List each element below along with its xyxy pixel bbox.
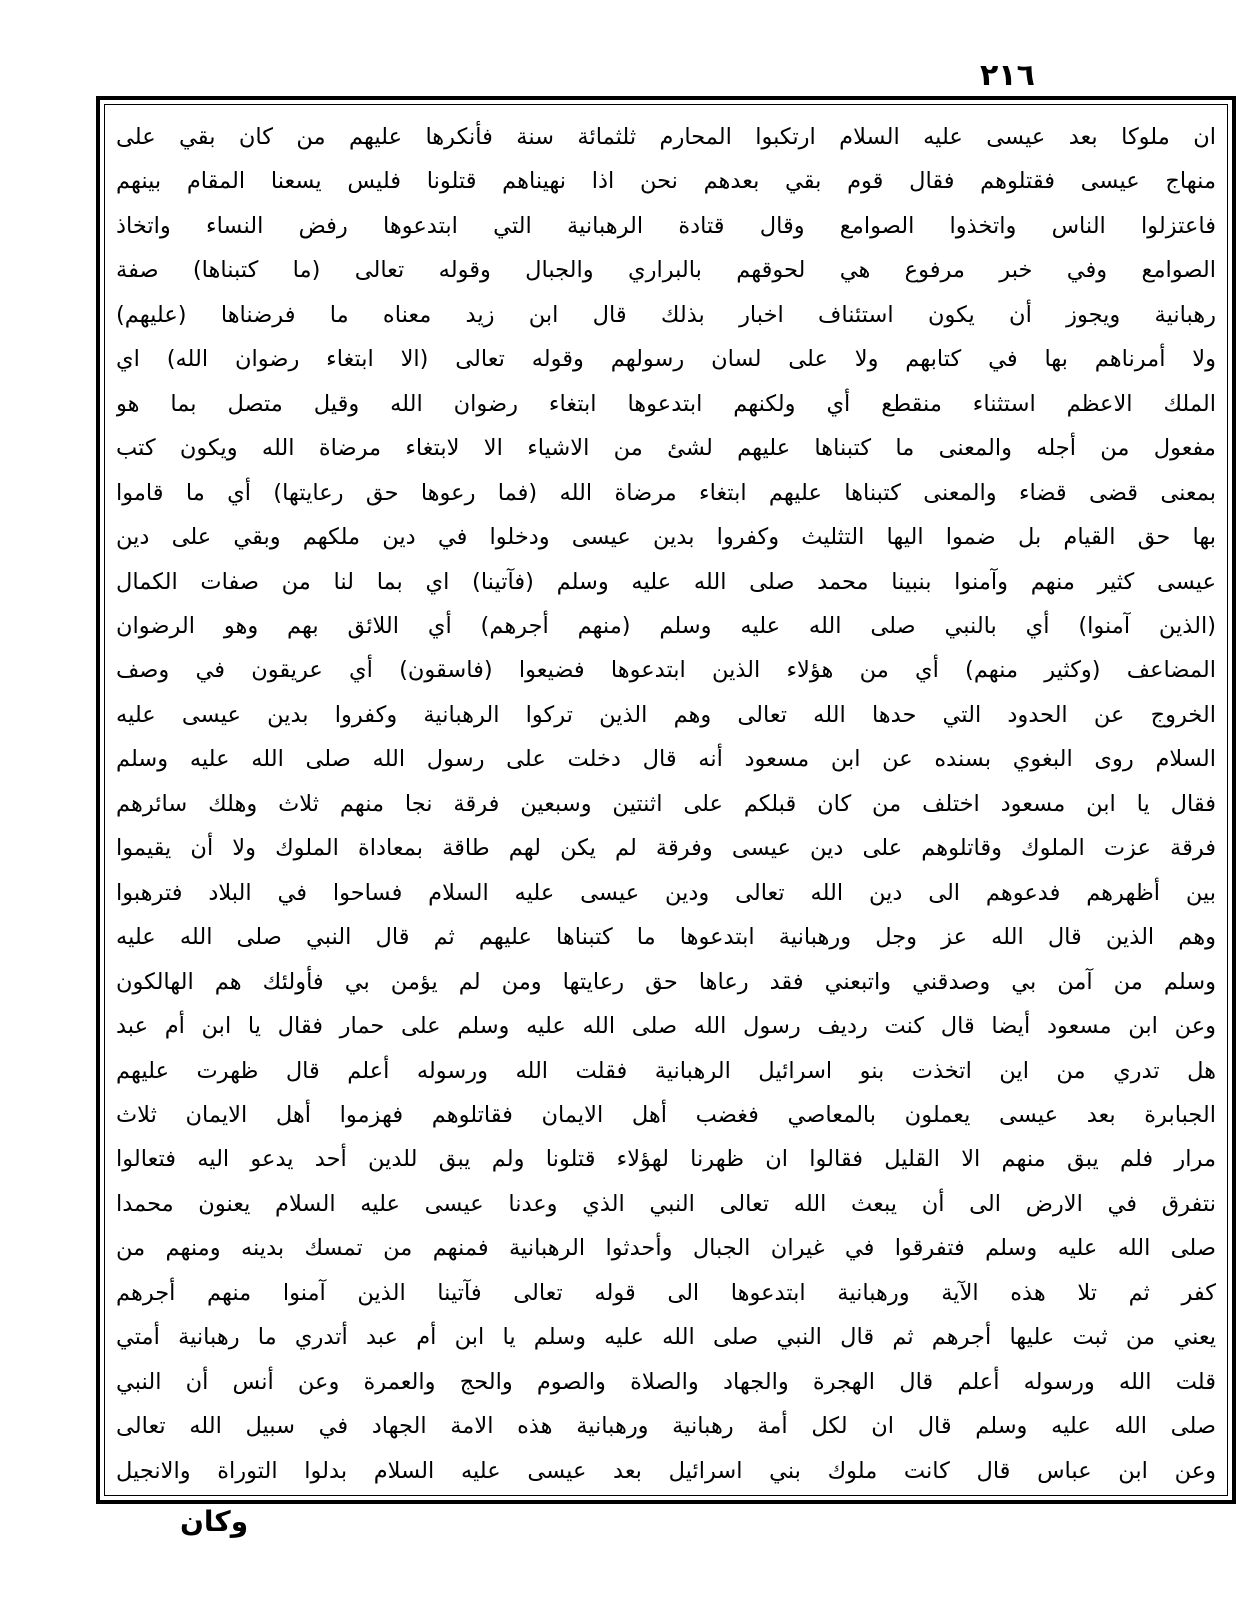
text-line: الجبابرة بعد عيسى يعملون بالمعاصي فغضب أهل الايمان فقاتلوهم فهزموا أهل الايمان ثلاث — [116, 1101, 1216, 1128]
text-line: بين أظهرهم فدعوهم الى دين الله تعالى ودين عيسى عليه السلام فساحوا في البلاد فترهبوا — [116, 879, 1216, 906]
text-line: ولا أمرناهم بها في كتابهم ولا على لسان رسولهم وقوله تعالى (الا ابتغاء رضوان الله) اي — [116, 346, 1216, 373]
text-line: مرار فلم يبق منهم الا القليل فقالوا ان ظهرنا لهؤلاء قتلونا ولم يبق للدين أحد يدعو اليه فتعالوا — [116, 1146, 1216, 1173]
text-line: عيسى كثير منهم وآمنوا بنبينا محمد صلى الله عليه وسلم (فآتينا) اي بما لنا من صفات الكمال — [116, 568, 1216, 595]
text-line: يعني من ثبت عليها أجرهم ثم قال النبي صلى الله عليه وسلم يا ابن أم عبد أتدري ما رهبانية أمتي — [116, 1324, 1216, 1351]
text-line: منهاج عيسى فقتلوهم فقال قوم بقي بعدهم نحن اذا نهيناهم قتلونا فليس يسعنا المقام بينهم — [116, 168, 1216, 195]
text-line: الصوامع وفي خبر مرفوع هي لحوقهم بالبراري والجبال وقوله تعالى (ما كتبناها) صفة — [116, 257, 1216, 284]
text-line: مفعول من أجله والمعنى ما كتبناها عليهم لشئ من الاشياء الا لابتغاء مرضاة الله ويكون كتب — [116, 435, 1216, 462]
text-line: صلى الله عليه وسلم فتفرقوا في غيران الجبال وأحدثوا الرهبانية فمنهم من تمسك بدينه ومنهم من — [116, 1235, 1216, 1262]
text-line: فاعتزلوا الناس واتخذوا الصوامع وقال قتادة الرهبانية التي ابتدعوها رفض النساء واتخاذ — [116, 212, 1216, 239]
text-line: قلت الله ورسوله أعلم قال الهجرة والجهاد والصلاة والصوم والحج والعمرة وعن أنس أن النبي — [116, 1368, 1216, 1395]
text-line: المضاعف (وكثير منهم) أي من هؤلاء الذين ابتدعوها فضيعوا (فاسقون) أي عريقون في وصف — [116, 657, 1216, 684]
text-line: الملك الاعظم استثناء منقطع أي ولكنهم ابتدعوها ابتغاء رضوان الله وقيل متصل بما هو — [116, 390, 1216, 417]
text-line: صلى الله عليه وسلم قال ان لكل أمة رهبانية ورهبانية هذه الامة الجهاد في سبيل الله تعالى — [116, 1413, 1216, 1440]
text-line: وهم الذين قال الله عز وجل ورهبانية ابتدعوها ما كتبناها عليهم ثم قال النبي صلى الله عليه — [116, 924, 1216, 951]
text-line: وعن ابن عباس قال كانت ملوك بني اسرائيل بعد عيسى عليه السلام بدلوا التوراة والانجيل — [116, 1457, 1216, 1484]
text-line: (الذين آمنوا) أي بالنبي صلى الله عليه وسلم (منهم أجرهم) أي اللائق بهم وهو الرضوان — [116, 612, 1216, 639]
text-line: نتفرق في الارض الى أن يبعث الله تعالى النبي الذي وعدنا عيسى عليه السلام يعنون محمدا — [116, 1190, 1216, 1217]
text-line: فرقة عزت الملوك وقاتلوهم على دين عيسى وفرقة لم يكن لهم طاقة بمعاداة الملوك ولا أن يقيموا — [116, 835, 1216, 862]
text-line: هل تدري من اين اتخذت بنو اسرائيل الرهبانية فقلت الله ورسوله أعلم قال ظهرت عليهم — [116, 1057, 1216, 1084]
text-line: ان ملوكا بعد عيسى عليه السلام ارتكبوا المحارم ثلثمائة سنة فأنكرها عليهم من كان بقي على — [116, 124, 1216, 150]
text-line: وعن ابن مسعود أيضا قال كنت رديف رسول الله صلى الله عليه وسلم على حمار فقال يا ابن أم عبد — [116, 1013, 1216, 1040]
text-line: وسلم من آمن بي وصدقني واتبعني فقد رعاها حق رعايتها ومن لم يؤمن بي فأولئك هم الهالكون — [116, 968, 1216, 995]
text-line: كفر ثم تلا هذه الآية ورهبانية ابتدعوها الى قوله تعالى فآتينا الذين آمنوا منهم أجرهم — [116, 1279, 1216, 1306]
page-number: ٢١٦ — [980, 58, 1035, 93]
text-line: بمعنى قضى قضاء والمعنى كتبناها عليهم ابتغاء مرضاة الله (فما رعوها حق رعايتها) أي ما قاموا — [116, 479, 1216, 506]
text-line: الخروج عن الحدود التي حدها الله تعالى وهم الذين تركوا الرهبانية وكفروا بدين عيسى عليه — [116, 701, 1216, 728]
text-line: بها حق القيام بل ضموا اليها التثليث وكفروا بدين عيسى ودخلوا في دين ملكهم وبقي على دين — [116, 524, 1216, 551]
catchword: وكان — [180, 1505, 249, 1538]
text-line: فقال يا ابن مسعود اختلف من كان قبلكم على اثنتين وسبعين فرقة نجا منهم ثلاث وهلك سائرهم — [116, 790, 1216, 817]
text-line: رهبانية ويجوز أن يكون استئناف اخبار بذلك قال ابن زيد معناه ما فرضناها (عليهم) — [116, 301, 1216, 328]
text-line: السلام روى البغوي بسنده عن ابن مسعود أنه قال دخلت على رسول الله صلى الله عليه وسلم — [116, 746, 1216, 773]
text-body — [116, 116, 1216, 1490]
